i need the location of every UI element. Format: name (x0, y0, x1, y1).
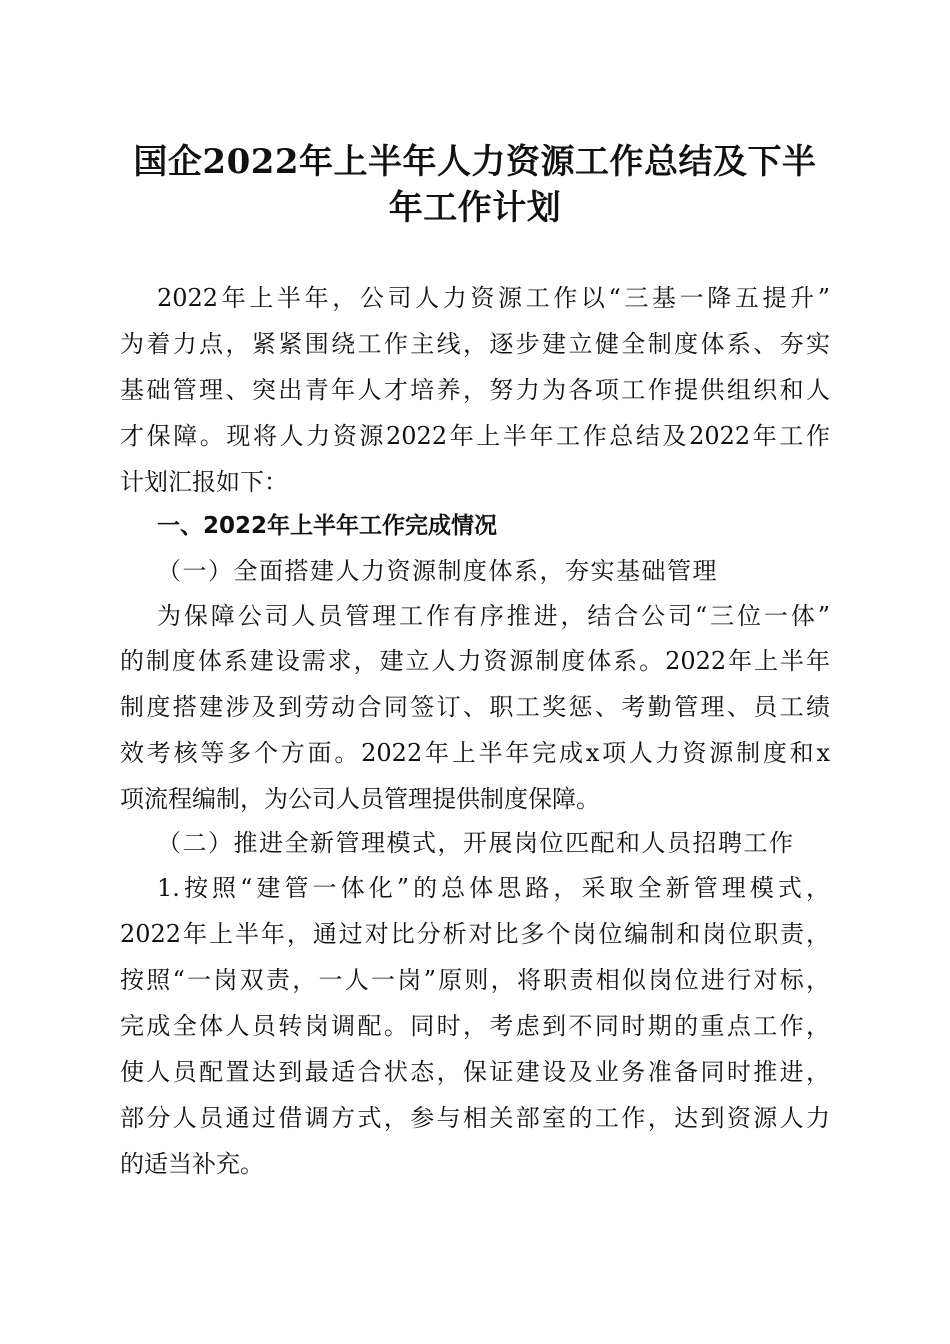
document-title-line-1: 国企2022年上半年人力资源工作总结及下半 (133, 142, 817, 182)
subsection-heading-2: （二）推进全新管理模式，开展岗位匹配和人员招聘工作 (157, 829, 795, 857)
subsection2-line-4: 完成全体人员转岗调配。同时，考虑到不同时期的重点工作， (120, 1012, 830, 1040)
intro-line-2: 为着力点，紧紧围绕工作主线，逐步建立健全制度体系、夯实 (120, 330, 830, 358)
intro-line-4: 才保障。现将人力资源2022年上半年工作总结及2022年工作 (120, 422, 830, 450)
document-title-line-2: 年工作计划 (388, 188, 562, 228)
intro-line-3: 基础管理、突出青年人才培养，努力为各项工作提供组织和人 (120, 376, 830, 404)
section-heading-1: 一、2022年上半年工作完成情况 (157, 513, 498, 539)
subsection-heading-1: （一）全面搭建人力资源制度体系，夯实基础管理 (157, 557, 718, 585)
intro-line-5: 计划汇报如下： (120, 468, 288, 496)
subsection1-line-3: 制度搭建涉及到劳动合同签订、职工奖惩、考勤管理、员工绩 (120, 693, 830, 721)
subsection1-line-2: 的制度体系建设需求，建立人力资源制度体系。2022年上半年 (120, 647, 830, 675)
subsection2-line-5: 使人员配置达到最适合状态，保证建设及业务准备同时推进， (120, 1058, 830, 1086)
subsection2-line-6: 部分人员通过借调方式，参与相关部室的工作，达到资源人力 (120, 1104, 830, 1132)
subsection1-line-1: 为保障公司人员管理工作有序推进，结合公司“三位一体” (157, 602, 830, 630)
subsection1-line-5: 项流程编制，为公司人员管理提供制度保障。 (120, 785, 600, 813)
subsection2-line-7: 的适当补充。 (120, 1150, 264, 1178)
subsection2-line-2: 2022年上半年，通过对比分析对比多个岗位编制和岗位职责， (120, 920, 830, 948)
subsection2-line-1: 1.按照“建管一体化”的总体思路，采取全新管理模式， (157, 874, 830, 902)
subsection2-line-3: 按照“一岗双责，一人一岗”原则，将职责相似岗位进行对标， (120, 966, 830, 994)
subsection1-line-4: 效考核等多个方面。2022年上半年完成x项人力资源制度和x (120, 739, 830, 767)
intro-line-1: 2022年上半年，公司人力资源工作以“三基一降五提升” (157, 284, 830, 312)
